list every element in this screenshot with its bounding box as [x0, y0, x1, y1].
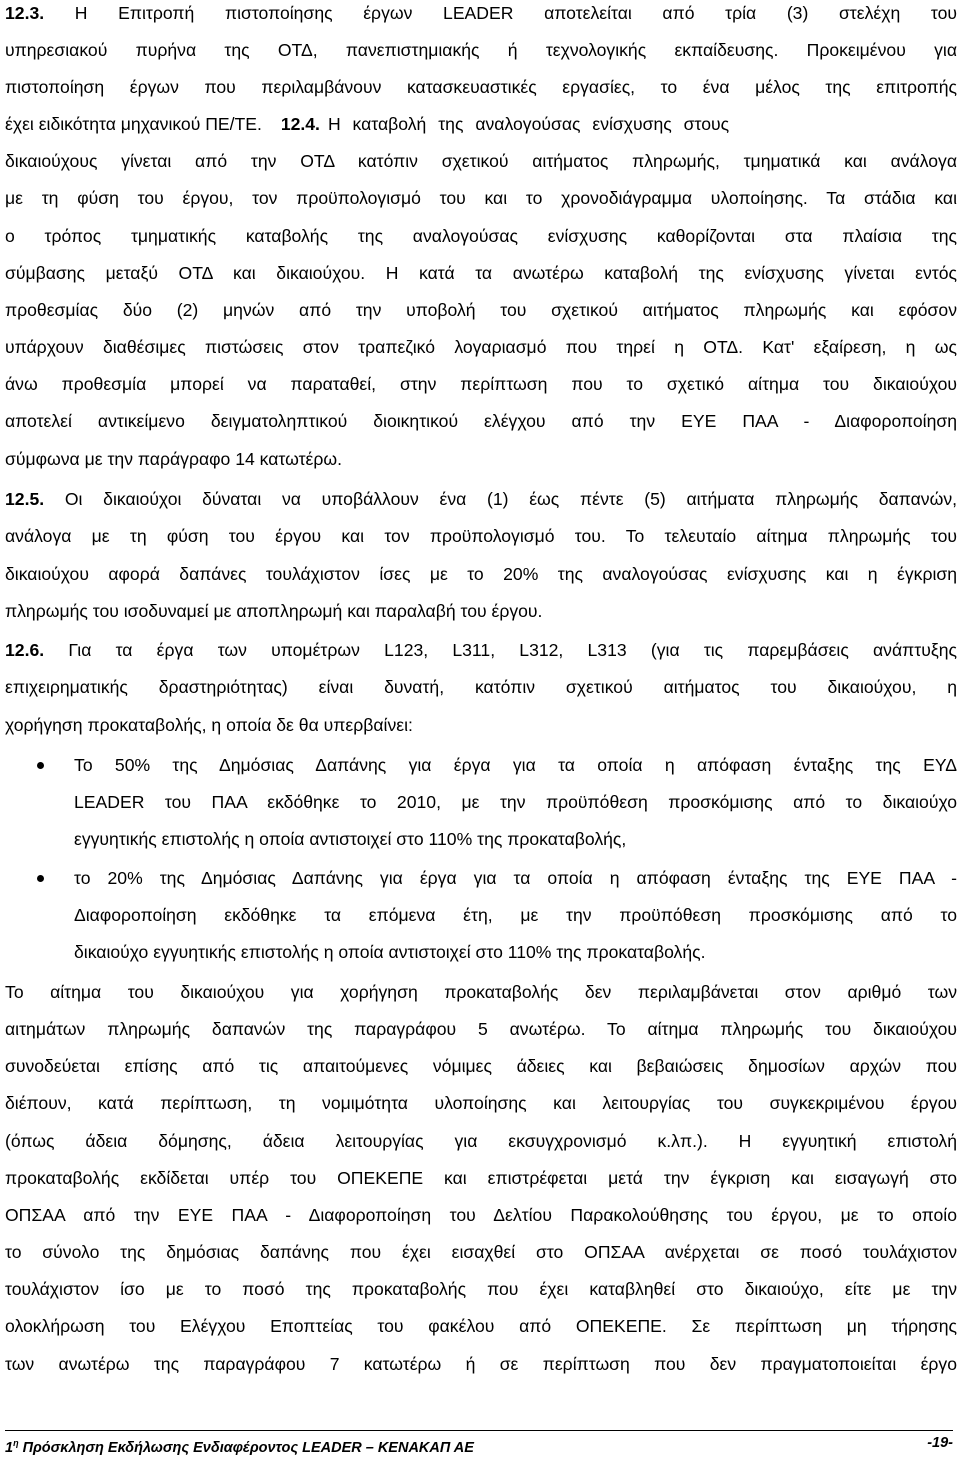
- footer-title: [5, 1433, 474, 1458]
- text-line: επιχειρηματικής δραστηριότητας) είναι δυνατή, κατόπιν σχετικού αιτήματος του δικαιούχου, η: [5, 677, 957, 697]
- text-line: ολοκλήρωση του Ελέγχου Εποπτείας του φακέλου από ΟΠΕΚΕΠΕ. Σε περίπτωση μη τήρησης: [5, 1316, 957, 1336]
- text-line: χορήγηση προκαταβολής, η οποία δε θα υπερβαίνει:: [5, 715, 413, 735]
- footer-divider: [5, 1430, 953, 1431]
- text-line: αιτημάτων πληρωμής δαπανών της παραγράφου 5 ανωτέρω. Το αίτημα πληρωμής του δικαιούχου: [5, 1019, 957, 1039]
- text-line: υπάρχουν διαθέσιμες πιστώσεις στον τραπεζικό λογαριασμό που τηρεί η ΟΤΔ. Κατ' εξαίρεση, η ως: [5, 337, 957, 357]
- text-line: δικαιούχους γίνεται από την ΟΤΔ κατόπιν σχετικού αιτήματος πληρωμής, τμηματικά και ανάλογα: [5, 151, 957, 171]
- bullet-line: Το 50% της Δημόσιας Δαπάνης για έργα για τα οποία η απόφαση ένταξης της ΕΥΔ: [74, 755, 957, 775]
- bullet-icon: [37, 762, 44, 769]
- text-span: Η Επιτροπή πιστοποίησης έργων LEADER αποτελείται από τρία (3) στελέχη του: [74, 3, 957, 23]
- footer-text: Πρόσκληση Εκδήλωσης Ενδιαφέροντος LEADER – ΚΕΝΑΚΑΠ ΑΕ: [22, 1440, 474, 1456]
- text-line: με τη φύση του έργου, τον προϋπολογισμό του και το χρονοδιάγραμμα υλοποίησης. Τα στάδια και: [5, 188, 957, 208]
- text-line: διέπουν, κατά περίπτωση, τη νομιμότητα υλοποίησης και λειτουργίας του συγκεκριμένου έργου: [5, 1093, 957, 1113]
- text-line: [5, 111, 729, 137]
- text-span: Για τα έργα των υπομέτρων L123, L311, L312, L313 (για τις παρεμβάσεις ανάπτυξης: [68, 640, 957, 660]
- text-line: προκαταβολής εκδίδεται υπέρ του ΟΠΕΚΕΠΕ και επιστρέφεται μετά την έγκριση και εισαγωγή στο: [5, 1168, 957, 1188]
- bullet-line: Διαφοροποίηση εκδόθηκε τα επόμενα έτη, με την προϋπόθεση προσκόμισης από το: [74, 905, 957, 925]
- page-number: -19-: [927, 1435, 953, 1451]
- text-line: πληρωμής του ισοδυναμεί με αποπληρωμή και παραλαβή του έργου.: [5, 601, 543, 621]
- footer-superscript: η: [13, 1438, 19, 1448]
- text-line: άνω προθεσμία μπορεί να παραταθεί, στην περίπτωση που το σχετικό αίτημα του δικαιούχου: [5, 374, 957, 394]
- text-line: πιστοποίηση έργων που περιλαμβάνουν κατασκευαστικές εργασίες, το ένα μέλος της επιτροπής: [5, 77, 957, 97]
- text-line: υπηρεσιακού πυρήνα της ΟΤΔ, πανεπιστημιακής ή τεχνολογικής εκπαίδευσης. Προκειμένου για: [5, 40, 957, 60]
- text-line: Το αίτημα του δικαιούχου για χορήγηση προκαταβολής δεν περιλαμβάνεται στον αριθμό των: [5, 982, 957, 1002]
- text-line: συνοδεύεται επίσης από τις απαιτούμενες νόμιμες άδειες και βεβαιώσεις δημοσίων αρχών που: [5, 1056, 957, 1076]
- bullet-line: εγγυητικής επιστολής η οποία αντιστοιχεί στο 110% της προκαταβολής,: [74, 829, 627, 849]
- text-line: ανάλογα με τη φύση του έργου και τον προϋπολογισμό του. Το τελευταίο αίτημα πληρωμής του: [5, 526, 957, 546]
- footer-number: 1: [5, 1440, 14, 1456]
- text-line: αποτελεί αντικείμενο δειγματοληπτικού διοικητικού ελέγχου από την ΕΥΕ ΠΑΑ - Διαφοροποίηση: [5, 411, 957, 431]
- text-span: Οι δικαιούχοι δύναται να υποβάλλουν ένα (1) έως πέντε (5) αιτήματα πληρωμής δαπανών,: [64, 489, 958, 509]
- text-line: [5, 637, 957, 663]
- text-span: Η καταβολή της αναλογούσας ενίσχυσης στους: [327, 114, 730, 134]
- text-line: [5, 0, 957, 26]
- page-footer: [5, 1433, 953, 1456]
- text-line: (όπως άδεια δόμησης, άδεια λειτουργίας για εκσυγχρονισμό κ.λπ.). Η εγγυητική επιστολή: [5, 1131, 957, 1151]
- text-line: ο τρόπος τμηματικής καταβολής της αναλογούσας ενίσχυσης καθορίζονται στα πλαίσια της: [5, 226, 957, 246]
- text-line: [5, 486, 957, 512]
- section-number: 12.6.: [5, 640, 45, 660]
- text-line: δικαιούχου αφορά δαπάνες τουλάχιστον ίσες με το 20% της αναλογούσας ενίσχυσης και η έγκριση: [5, 564, 957, 584]
- bullet-line: το 20% της Δημόσιας Δαπάνης για έργα για τα οποία η απόφαση ένταξης της ΕΥΕ ΠΑΑ -: [74, 868, 957, 888]
- text-line: σύμφωνα με την παράγραφο 14 κατωτέρω.: [5, 449, 343, 469]
- text-line: των ανωτέρω της παραγράφου 7 κατωτέρω ή σε περίπτωση που δεν πραγματοποιείται έργο: [5, 1354, 957, 1374]
- section-number: 12.5.: [5, 489, 45, 509]
- text-line: σύμβασης μεταξύ ΟΤΔ και δικαιούχου. Η κατά τα ανωτέρω καταβολή της ενίσχυσης γίνεται εντός: [5, 263, 957, 283]
- text-line: προθεσμίας δύο (2) μηνών από την υποβολή του σχετικού αιτήματος πληρωμής και εφόσον: [5, 300, 957, 320]
- section-number: 12.4.: [280, 114, 320, 134]
- text-line: τουλάχιστον ίσο με το ποσό της προκαταβολής που έχει καταβληθεί στο δικαιούχο, είτε με την: [5, 1279, 957, 1299]
- bullet-icon: [37, 875, 44, 882]
- text-span: έχει ειδικότητα μηχανικού ΠΕ/ΤΕ.: [5, 114, 262, 134]
- bullet-line: LEADER του ΠΑΑ εκδόθηκε το 2010, με την προϋπόθεση προσκόμισης από το δικαιούχο: [74, 792, 957, 812]
- bullet-line: δικαιούχο εγγυητικής επιστολής η οποία αντιστοιχεί στο 110% της προκαταβολής.: [74, 942, 706, 962]
- text-line: το σύνολο της δημόσιας δαπάνης που έχει εισαχθεί στο ΟΠΣΑΑ ανέρχεται σε ποσό τουλάχιστον: [5, 1242, 957, 1262]
- text-line: ΟΠΣΑΑ από την ΕΥΕ ΠΑΑ - Διαφοροποίηση του Δελτίου Παρακολούθησης του έργου, με το οποίο: [5, 1205, 957, 1225]
- section-number: 12.3.: [5, 3, 45, 23]
